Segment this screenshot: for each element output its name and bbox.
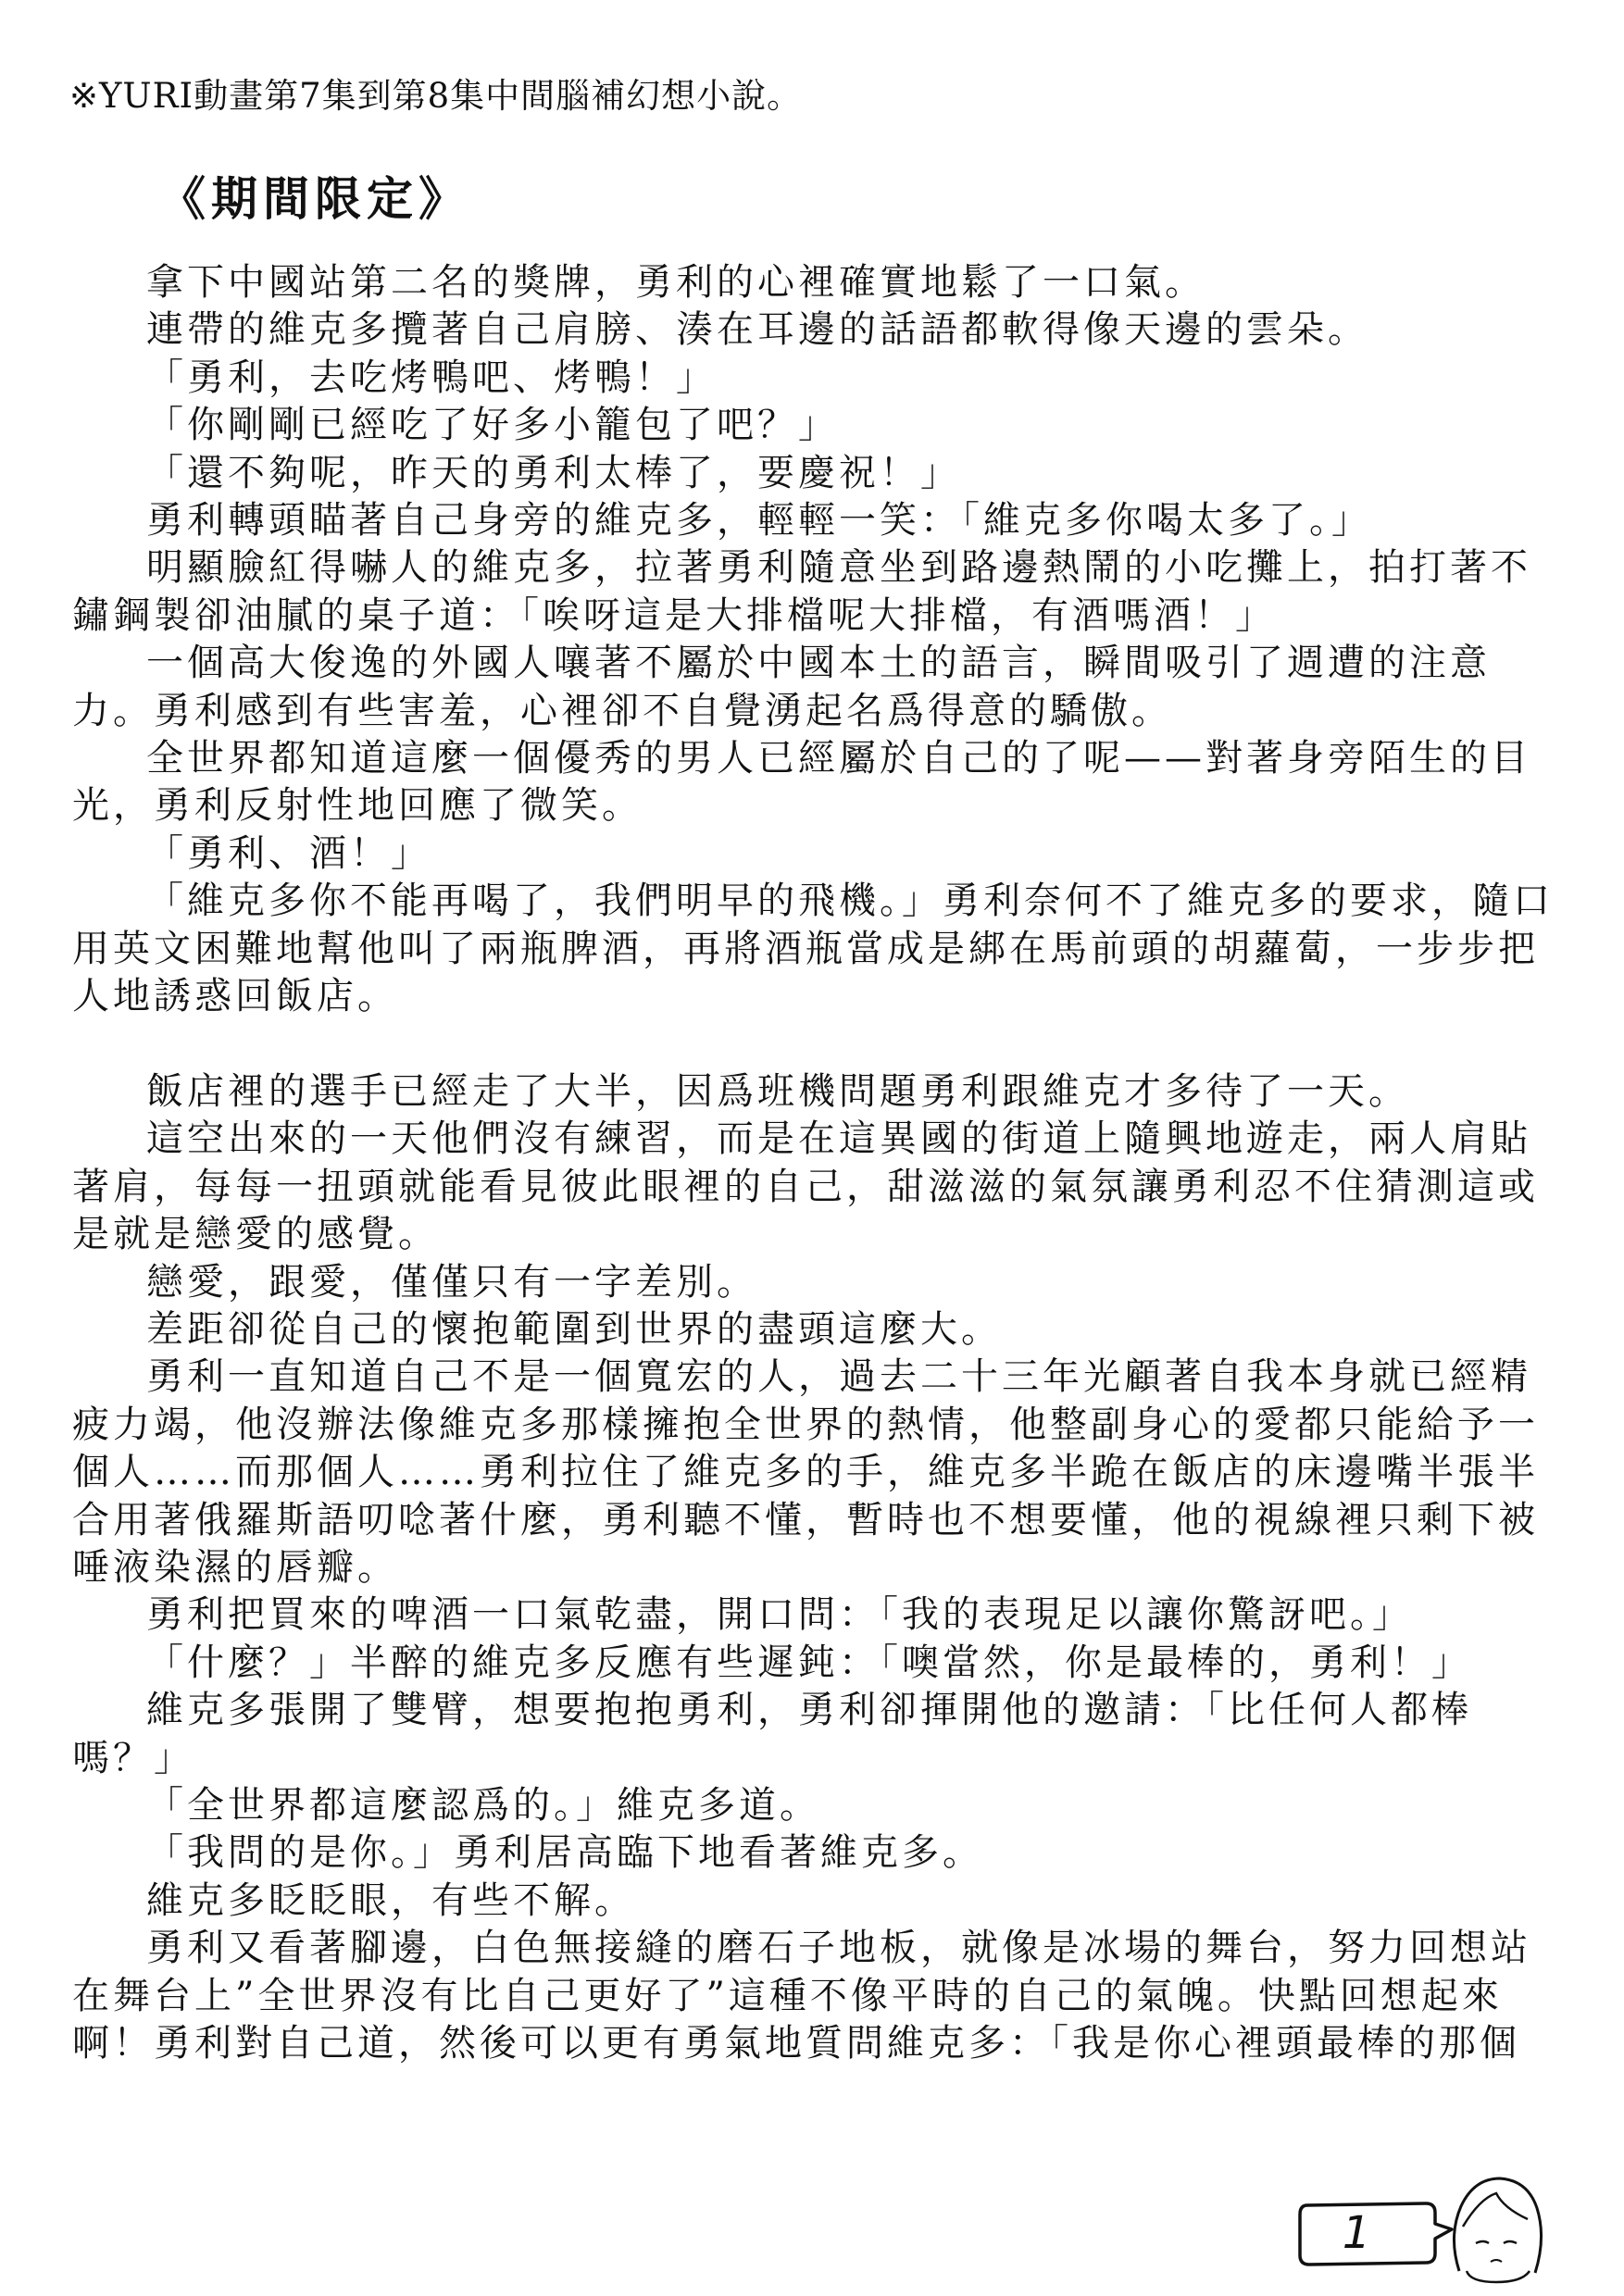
- paragraph: 明顯臉紅得嚇人的維克多，拉著勇利隨意坐到路邊熱鬧的小吃攤上，拍打著不鏽鋼製卻油膩的桌子道：「唉呀這是大排檔呢大排檔，有酒嗎酒！」: [72, 546, 1531, 637]
- paragraph: 一個高大俊逸的外國人嚷著不屬於中國本土的語言，瞬間吸引了週遭的注意力。勇利感到有些害羞，心裡卻不自覺湧起名爲得意的驕傲。: [72, 642, 1491, 732]
- paragraph: 勇利又看著腳邊，白色無接縫的磨石子地板，就像是冰場的舞台，努力回想站在舞台上”全世界沒有比自己更好了”這種不像平時的自己的氣魄。快點回想起來啊！勇利對自己道，然後可以更有勇氣地質問維克多：「我是你心裡頭最棒的那個: [72, 1927, 1531, 2065]
- paragraph: 維克多眨眨眼，有些不解。: [146, 1878, 635, 1922]
- paragraph: 「勇利、酒！」: [146, 831, 431, 875]
- paragraph: 「勇利，去吃烤鴨吧、烤鴨！」: [146, 356, 717, 399]
- paragraph: 差距卻從自己的懷抱範圍到世界的盡頭這麼大。: [146, 1307, 1002, 1351]
- paragraph: 勇利一直知道自己不是一個寬宏的人，過去二十三年光顧著自我本身就已經精疲力竭，他沒辦法像維克多那樣擁抱全世界的熱情，他整副身心的愛都只能給予一個人……而那個人……勇利拉住了維克多的手，維克多半跪在飯店的床邊嘴半張半合用著俄羅斯語叨唸著什麼，勇利聽不懂，暫時也不想要懂，他的視線裡只剩下被唾液染濕的唇瓣。: [72, 1355, 1539, 1589]
- paragraph: 「你剛剛已經吃了好多小籠包了吧？」: [146, 404, 839, 447]
- paragraph: 「全世界都這麼認爲的。」維克多道。: [146, 1783, 820, 1827]
- paragraph: 戀愛，跟愛，僅僅只有一字差別。: [146, 1260, 757, 1304]
- scene-break: [72, 1021, 1554, 1068]
- paragraph: 「還不夠呢，昨天的勇利太棒了，要慶祝！」: [146, 451, 961, 494]
- paragraph: 這空出來的一天他們沒有練習，而是在這異國的街道上隨興地遊走，兩人肩貼著肩，每每一扭頭就能看見彼此眼裡的自己，甜滋滋的氣氛讓勇利忍不住猜測這或是就是戀愛的感覺。: [72, 1117, 1539, 1256]
- chibi-face-icon: [1443, 2171, 1549, 2287]
- paragraph: 「什麼？」半醉的維克多反應有些遲鈍：「噢當然，你是最棒的，勇利！」: [146, 1641, 1472, 1684]
- header-note: ※YURI動畫第7集到第8集中間腦補幻想小說。: [69, 76, 803, 116]
- paragraph: 維克多張開了雙臂，想要抱抱勇利，勇利卻揮開他的邀請：「比任何人都棒嗎？」: [72, 1689, 1472, 1779]
- paragraph: 連帶的維克多攬著自己肩膀、湊在耳邊的話語都軟得像天邊的雲朵。: [146, 308, 1368, 352]
- paragraph: 勇利轉頭瞄著自己身旁的維克多，輕輕一笑：「維克多你喝太多了。」: [146, 499, 1372, 543]
- paragraph: 全世界都知道這麼一個優秀的男人已經屬於自己的了呢——對著身旁陌生的目光，勇利反射性地回應了微笑。: [72, 737, 1531, 828]
- paragraph: 拿下中國站第二名的獎牌，勇利的心裡確實地鬆了一口氣。: [146, 261, 1206, 304]
- paragraph: 勇利把買來的啤酒一口氣乾盡，開口問：「我的表現足以讓你驚訝吧。」: [146, 1593, 1413, 1637]
- page-number: 1: [1342, 2207, 1371, 2259]
- paragraph: 「維克多你不能再喝了，我們明早的飛機。」勇利奈何不了維克多的要求，隨口用英文困難地幫他叫了兩瓶脾酒，再將酒瓶當成是綁在馬前頭的胡蘿蔔，一步步把人地誘惑回飯店。: [72, 880, 1554, 1018]
- story-title: 《期間限定》: [159, 171, 470, 226]
- paragraph: 飯店裡的選手已經走了大半，因爲班機問題勇利跟維克才多待了一天。: [146, 1069, 1409, 1113]
- story-body: [72, 259, 1554, 2067]
- paragraph: 「我問的是你。」勇利居高臨下地看著維克多。: [146, 1831, 983, 1875]
